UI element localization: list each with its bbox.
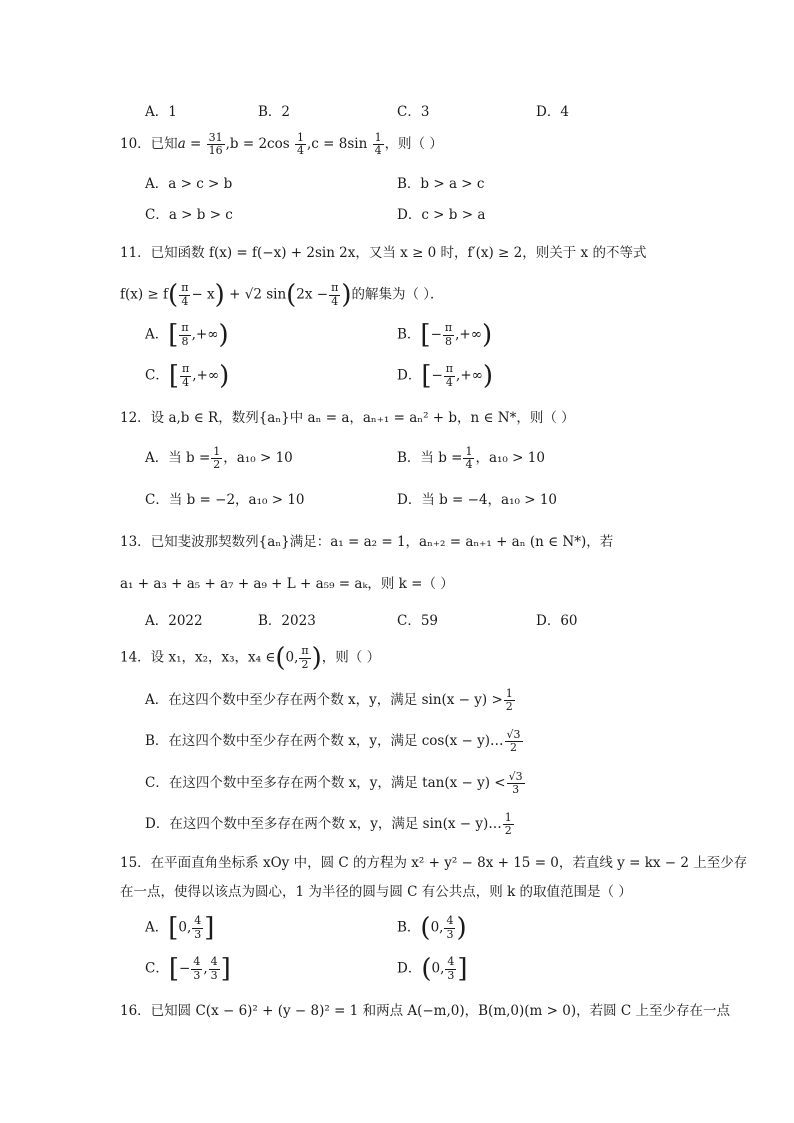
q9-option-b: B．2: [258, 104, 291, 120]
q12-option-d: D．当 b = −4，a₁₀ > 10: [397, 492, 557, 508]
q13-option-a: A．2022: [145, 613, 203, 629]
q10-option-d: D．c > b > a: [397, 207, 486, 223]
q10-option-b: B．b > a > c: [397, 176, 485, 192]
q15-option-c: C．[− $\frac{4}{3}$ , $\frac{4}{3}$ ]: [145, 954, 231, 984]
q13-line2: a₁ + a₃ + a₅ + a₇ + a₉ + L + a₅₉ = aₖ，则 k =（ ）: [120, 576, 454, 592]
q13-line1: 13．已知斐波那契数列{aₙ}满足：a₁ = a₂ = 1，aₙ₊₂ = aₙ₊₁ + aₙ (n ∈ N*)，若: [120, 534, 614, 550]
q12-option-c: C．当 b = −2，a₁₀ > 10: [145, 492, 305, 508]
q9-option-d: D．4: [536, 104, 569, 120]
q15-option-d: D．(0, $\frac{4}{3}$ ]: [397, 954, 468, 984]
q10-option-a: A．a > c > b: [145, 176, 233, 192]
q14-option-d: D．在这四个数中至多存在两个数 x，y，满足 sin(x − y)… $\frac{1}{2}$: [145, 811, 512, 838]
q16-line1: 16．已知圆 C(x − 6)² + (y − 8)² = 1 和两点 A(−m,0)，B(m,0)(m > 0)，若圆 C 上至少存在一点: [120, 1003, 730, 1019]
q11-line2: f(x) ≥ f( $\frac{\pi}{4}$ − x) + √2 sin(2x − $\frac{\pi}{4}$ )的解集为（ ）．: [120, 280, 444, 310]
q11-option-b: B．[− $\frac{\pi}{8}$ ,+∞): [397, 320, 493, 350]
q10-option-c: C．a > b > c: [145, 207, 233, 223]
q12-option-b: B．当 b = $\frac{1}{4}$ ，a₁₀ > 10: [397, 445, 545, 472]
q11-option-c: C．[ $\frac{\pi}{4}$ ,+∞): [145, 361, 230, 391]
q15-option-b: B．(0, $\frac{4}{3}$ ): [397, 913, 467, 943]
q15-option-a: A．[0, $\frac{4}{3}$ ]: [145, 913, 215, 943]
q13-option-b: B．2023: [258, 613, 316, 629]
q9-option-a: A．1: [145, 104, 177, 120]
q11-option-a: A．[ $\frac{\pi}{8}$ ,+∞): [145, 320, 229, 350]
q12-option-a: A．当 b = $\frac{1}{2}$ ，a₁₀ > 10: [145, 445, 293, 472]
q13-option-c: C．59: [397, 613, 439, 629]
q11-line1: 11．已知函数 f(x) = f(−x) + 2sin 2x，又当 x ≥ 0 时，f′(x) ≥ 2，则关于 x 的不等式: [120, 245, 647, 261]
q12-stem: 12．设 a,b ∈ R，数列{aₙ}中 aₙ = a，aₙ₊₁ = aₙ² + b，n ∈ N*，则（ ）: [120, 410, 575, 426]
q14-option-c: C．在这四个数中至多存在两个数 x，y，满足 tan(x − y) < $\frac{√3}{3}$: [145, 770, 523, 797]
q13-option-d: D．60: [536, 613, 578, 629]
q14-stem: 14．设 x₁，x₂，x₃，x₄ ∈(0, $\frac{\pi}{2}$ )，则（ ）: [120, 643, 381, 673]
q9-option-c: C．3: [397, 104, 430, 120]
q15-line1: 15．在平面直角坐标系 xOy 中，圆 C 的方程为 x² + y² − 8x + 15 = 0，若直线 y = kx − 2 上至少存: [120, 855, 748, 871]
q10-stem: 10．已知a = $\frac{31}{16}$ ,b = 2cos $\frac{1}{4}$ ,c = 8sin $\frac{1}{4}$ ，则（ ）: [120, 131, 443, 158]
q14-option-b: B．在这四个数中至少存在两个数 x，y，满足 cos(x − y)… $\frac{√3}{2}$: [145, 728, 521, 755]
q15-line2: 在一点，使得以该点为圆心，1 为半径的圆与圆 C 有公共点，则 k 的取值范围是（ ）: [120, 884, 632, 900]
q14-option-a: A．在这四个数中至少存在两个数 x，y，满足 sin(x − y) > $\frac{1}{2}$: [145, 687, 513, 714]
q11-option-d: D．[− $\frac{\pi}{4}$ ,+∞): [397, 361, 494, 391]
